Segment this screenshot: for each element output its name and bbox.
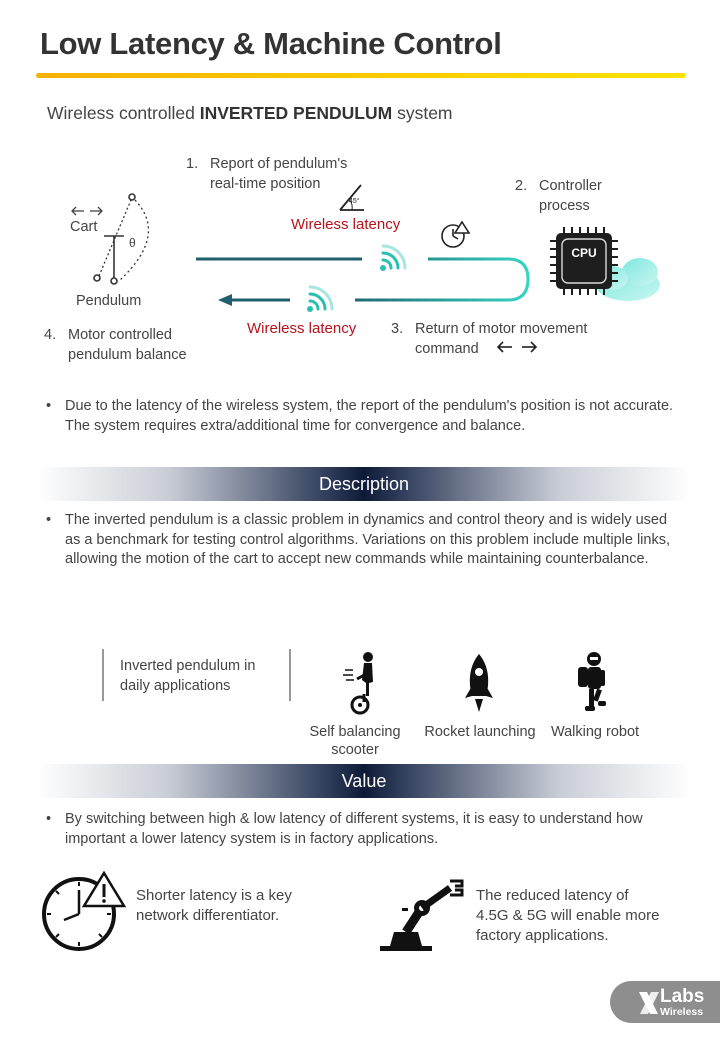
scooter-icon [340,650,380,716]
description-bullet [46,511,686,591]
value-item1 [136,886,292,926]
value-text: By switching between high & low latency of different systems, it is easy to understand how important a lower latency system is in factory applications. [65,811,643,847]
page-title: Low Latency & Machine Control [40,26,502,61]
arrow-left-head [218,294,232,306]
bullet-dot: • [46,398,52,414]
divider [102,649,104,701]
xlabs-logo [610,981,720,1023]
loop-line [355,259,528,300]
value-item2 [476,886,659,946]
subtitle-suffix: system [392,103,453,123]
stopwatch-icon [442,222,469,247]
applications-box [120,656,255,696]
robot-arm-icon [378,878,466,954]
value-band [38,764,690,798]
step2-line1: Controller [539,178,602,194]
step4-line2: pendulum balance [68,347,187,363]
pendulum-figure [94,194,148,284]
value-item1-line1: Shorter latency is a key [136,887,292,904]
wifi-icon [307,287,332,312]
step3-line1: Return of motor movement [415,321,588,337]
step4-number: 4. [44,327,57,343]
x-logo-icon [636,989,662,1017]
cart-label: Cart [70,219,98,235]
wireless-latency-top: Wireless latency [291,216,401,233]
value-item2-line1: The reduced latency of [476,887,629,904]
step2-text [539,176,602,216]
value-heading: Value [341,771,387,791]
intro-bullet-text: Due to the latency of the wireless system, the report of the pendulum's position is not accurate. The system requires extra/additional time for convergence and balance. [65,398,674,434]
description-text: The inverted pendulum is a classic problem in dynamics and control theory and is widely used as a benchmark for testing control algorithms. Variations on this problem include multiple links, allowing the motion of the cart to accept new commands while maintaining counterbalance. [65,512,670,567]
step2-line2: process [539,198,590,214]
step3-number: 3. [391,321,404,337]
step3-text [415,319,587,359]
divider [289,649,291,701]
description-band [38,467,690,501]
scooter-caption-line1: Self balancing [309,724,401,740]
subtitle-bold: INVERTED PENDULUM [199,103,393,123]
step1-number: 1. [186,156,199,172]
step1-line2: real-time position [210,176,321,192]
value-item1-line2: network differentiator. [136,907,280,924]
wifi-icon [380,246,405,271]
wireless-latency-bottom: Wireless latency [247,320,357,337]
subtitle [47,103,453,124]
robot-caption-line1: Walking robot [550,724,640,740]
subtitle-prefix: Wireless controlled [47,103,200,123]
title-underline [36,73,686,78]
cpu-icon [550,227,618,295]
scooter-caption [300,723,410,759]
cpu-label: CPU [571,246,597,260]
walking-robot-icon [574,650,608,718]
value-item2-line2: 4.5G & 5G will enable more [476,907,660,924]
description-heading: Description [318,474,410,494]
step4-line1: Motor controlled [68,327,172,343]
step1-text [210,154,347,194]
intro-bullet [46,397,686,457]
pendulum-label: Pendulum [76,293,142,309]
logo-sub: Wireless [660,1006,704,1018]
bullet-dot: • [46,811,52,827]
clock-warning-icon [40,870,126,954]
value-bullet [46,810,686,854]
scooter-caption-line2: scooter [331,742,379,758]
step1-line1: Report of pendulum's [210,156,348,172]
rocket-icon [462,652,496,716]
angle-label: 45° [349,198,360,205]
logo-brand: Labs [660,986,705,1007]
cart-arrows-icon [72,207,102,215]
step2-number: 2. [515,178,528,194]
robot-caption [543,723,647,741]
step3-line2: command [415,341,479,357]
theta-label: θ [129,236,136,250]
rocket-caption [417,723,543,741]
rocket-caption-line1: Rocket launching [424,724,536,740]
applications-line2: daily applications [120,678,231,694]
step4-text [68,325,187,365]
value-item2-line3: factory applications. [476,927,609,944]
applications-line1: Inverted pendulum in [120,658,256,674]
bullet-dot: • [46,512,52,528]
